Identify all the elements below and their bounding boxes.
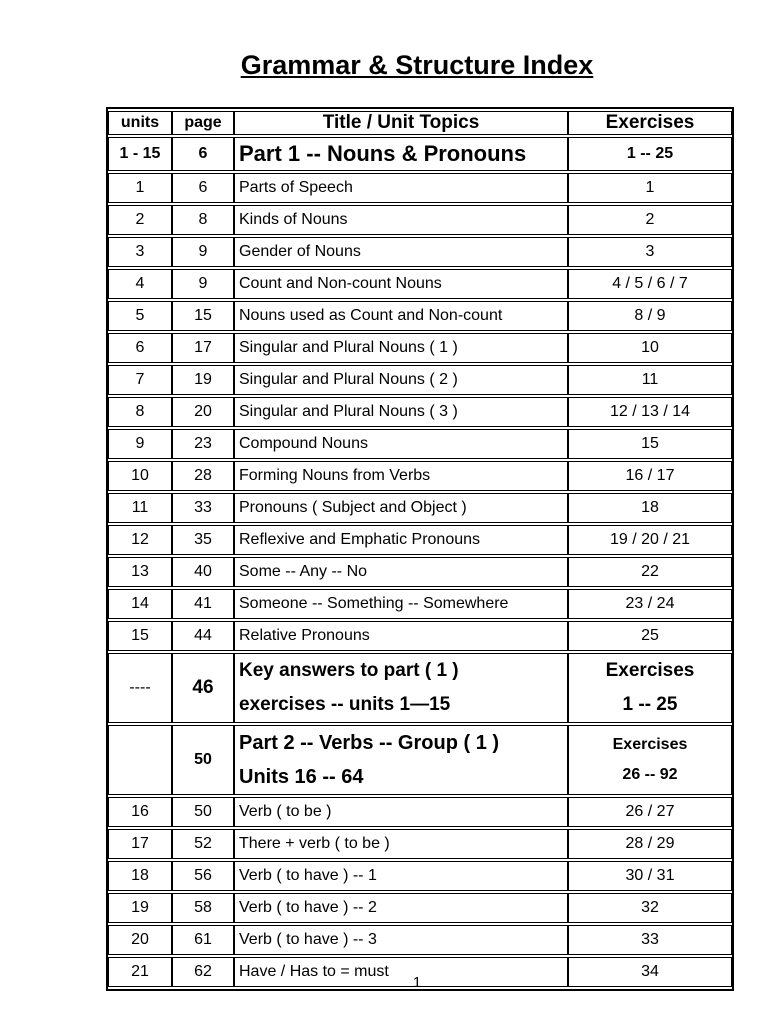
exercise-numbers: 2 — [568, 205, 732, 235]
unit-number: 3 — [108, 237, 172, 267]
exercise-numbers: 26 / 27 — [568, 797, 732, 827]
table-row — [108, 797, 732, 827]
page-number-cell: 58 — [172, 893, 234, 923]
part2-exercises — [568, 725, 732, 795]
table-row — [108, 269, 732, 299]
unit-topic: Reflexive and Emphatic Pronouns — [234, 525, 568, 555]
part2-title — [234, 725, 568, 795]
exercise-numbers: 23 / 24 — [568, 589, 732, 619]
unit-number: 5 — [108, 301, 172, 331]
page-number-cell: 17 — [172, 333, 234, 363]
unit-number: 12 — [108, 525, 172, 555]
part1-page: 6 — [172, 137, 234, 171]
table-row — [108, 829, 732, 859]
unit-topic: Someone -- Something -- Somewhere — [234, 589, 568, 619]
unit-topic: Singular and Plural Nouns ( 1 ) — [234, 333, 568, 363]
unit-number: 8 — [108, 397, 172, 427]
page-number-cell: 52 — [172, 829, 234, 859]
part2-units — [108, 725, 172, 795]
unit-topic: Count and Non-count Nouns — [234, 269, 568, 299]
key-answers-exercises — [568, 653, 732, 723]
page-number-cell: 8 — [172, 205, 234, 235]
table-row — [108, 461, 732, 491]
unit-topic: Compound Nouns — [234, 429, 568, 459]
exercise-numbers: 22 — [568, 557, 732, 587]
page-number-cell: 15 — [172, 301, 234, 331]
unit-number: 16 — [108, 797, 172, 827]
unit-number: 13 — [108, 557, 172, 587]
table-row — [108, 925, 732, 955]
part1-title: Part 1 -- Nouns & Pronouns — [234, 137, 568, 171]
header-units: units — [108, 111, 172, 135]
table-row — [108, 557, 732, 587]
unit-topic: Singular and Plural Nouns ( 3 ) — [234, 397, 568, 427]
exercise-numbers: 15 — [568, 429, 732, 459]
unit-number: 10 — [108, 461, 172, 491]
exercise-numbers: 3 — [568, 237, 732, 267]
unit-topic: Kinds of Nouns — [234, 205, 568, 235]
index-table — [106, 107, 734, 991]
table-row — [108, 589, 732, 619]
key-answers-units: ---- — [108, 653, 172, 723]
part2-line1: Part 2 -- Verbs -- Group ( 1 ) — [239, 732, 500, 754]
exercise-numbers: 8 / 9 — [568, 301, 732, 331]
unit-number: 19 — [108, 893, 172, 923]
table-row — [108, 429, 732, 459]
unit-topic: Forming Nouns from Verbs — [234, 461, 568, 491]
page-number-cell: 6 — [172, 173, 234, 203]
header-exercises: Exercises — [568, 111, 732, 135]
unit-topic: Verb ( to have ) -- 2 — [234, 893, 568, 923]
exercise-numbers: 1 — [568, 173, 732, 203]
page-number-cell: 62 — [172, 957, 234, 987]
unit-topic: Gender of Nouns — [234, 237, 568, 267]
exercise-numbers: 28 / 29 — [568, 829, 732, 859]
exercise-numbers: 30 / 31 — [568, 861, 732, 891]
exercise-numbers: 25 — [568, 621, 732, 651]
table-row — [108, 237, 732, 267]
unit-number: 2 — [108, 205, 172, 235]
exercise-numbers: 4 / 5 / 6 / 7 — [568, 269, 732, 299]
page-number: 1 — [412, 974, 422, 991]
part2-ex-line1: Exercises — [612, 736, 688, 753]
unit-topic: Have / Has to = must — [234, 957, 568, 987]
table-row — [108, 301, 732, 331]
exercise-numbers: 11 — [568, 365, 732, 395]
key-answers-ex-line1: Exercises — [605, 660, 695, 681]
unit-topic: Verb ( to be ) — [234, 797, 568, 827]
table-row — [108, 621, 732, 651]
page-number-cell: 56 — [172, 861, 234, 891]
unit-topic: Parts of Speech — [234, 173, 568, 203]
key-answers-row — [108, 653, 732, 723]
unit-number: 1 — [108, 173, 172, 203]
page-number-cell: 33 — [172, 493, 234, 523]
exercise-numbers: 19 / 20 / 21 — [568, 525, 732, 555]
unit-topic: Pronouns ( Subject and Object ) — [234, 493, 568, 523]
page-number-cell: 20 — [172, 397, 234, 427]
exercise-numbers: 18 — [568, 493, 732, 523]
unit-number: 6 — [108, 333, 172, 363]
page-number-cell: 44 — [172, 621, 234, 651]
part2-heading-row — [108, 725, 732, 795]
page-number-cell: 9 — [172, 237, 234, 267]
page-number-cell: 23 — [172, 429, 234, 459]
unit-topic: Some -- Any -- No — [234, 557, 568, 587]
unit-number: 20 — [108, 925, 172, 955]
page-number-cell: 41 — [172, 589, 234, 619]
table-row — [108, 365, 732, 395]
unit-topic: Verb ( to have ) -- 1 — [234, 861, 568, 891]
table-row — [108, 205, 732, 235]
table-row — [108, 525, 732, 555]
exercise-numbers: 33 — [568, 925, 732, 955]
page-number-cell: 9 — [172, 269, 234, 299]
unit-topic: Nouns used as Count and Non-count — [234, 301, 568, 331]
key-answers-title — [234, 653, 568, 723]
exercise-numbers: 34 — [568, 957, 732, 987]
unit-topic: Verb ( to have ) -- 3 — [234, 925, 568, 955]
part1-heading-row — [108, 137, 732, 171]
key-answers-ex-line2: 1 -- 25 — [622, 694, 678, 715]
unit-number: 11 — [108, 493, 172, 523]
part2-line2: Units 16 -- 64 — [239, 766, 364, 788]
unit-number: 17 — [108, 829, 172, 859]
exercise-numbers: 12 / 13 / 14 — [568, 397, 732, 427]
page-number-cell: 61 — [172, 925, 234, 955]
table-row — [108, 893, 732, 923]
page-number-cell: 50 — [172, 797, 234, 827]
table-row — [108, 861, 732, 891]
key-answers-line1: Key answers to part ( 1 ) — [239, 660, 459, 681]
unit-topic: Relative Pronouns — [234, 621, 568, 651]
page-number-cell: 35 — [172, 525, 234, 555]
header-row — [108, 111, 732, 135]
page-title: Grammar & Structure Index — [240, 50, 594, 80]
table-row — [108, 397, 732, 427]
table-row — [108, 333, 732, 363]
exercise-numbers: 10 — [568, 333, 732, 363]
page-number-cell: 28 — [172, 461, 234, 491]
unit-number: 21 — [108, 957, 172, 987]
unit-topic: There + verb ( to be ) — [234, 829, 568, 859]
part1-exercises: 1 -- 25 — [568, 137, 732, 171]
part1-units: 1 - 15 — [108, 137, 172, 171]
unit-number: 9 — [108, 429, 172, 459]
table-row — [108, 493, 732, 523]
page-number-cell: 19 — [172, 365, 234, 395]
header-topic: Title / Unit Topics — [234, 111, 568, 135]
header-page: page — [172, 111, 234, 135]
key-answers-page: 46 — [172, 653, 234, 723]
exercise-numbers: 16 / 17 — [568, 461, 732, 491]
key-answers-line2: exercises -- units 1—15 — [239, 694, 451, 715]
table-row — [108, 173, 732, 203]
unit-number: 4 — [108, 269, 172, 299]
unit-number: 18 — [108, 861, 172, 891]
part2-page: 50 — [172, 725, 234, 795]
unit-number: 14 — [108, 589, 172, 619]
exercise-numbers: 32 — [568, 893, 732, 923]
unit-topic: Singular and Plural Nouns ( 2 ) — [234, 365, 568, 395]
unit-number: 15 — [108, 621, 172, 651]
page-number-cell: 40 — [172, 557, 234, 587]
part2-ex-line2: 26 -- 92 — [622, 766, 678, 783]
unit-number: 7 — [108, 365, 172, 395]
